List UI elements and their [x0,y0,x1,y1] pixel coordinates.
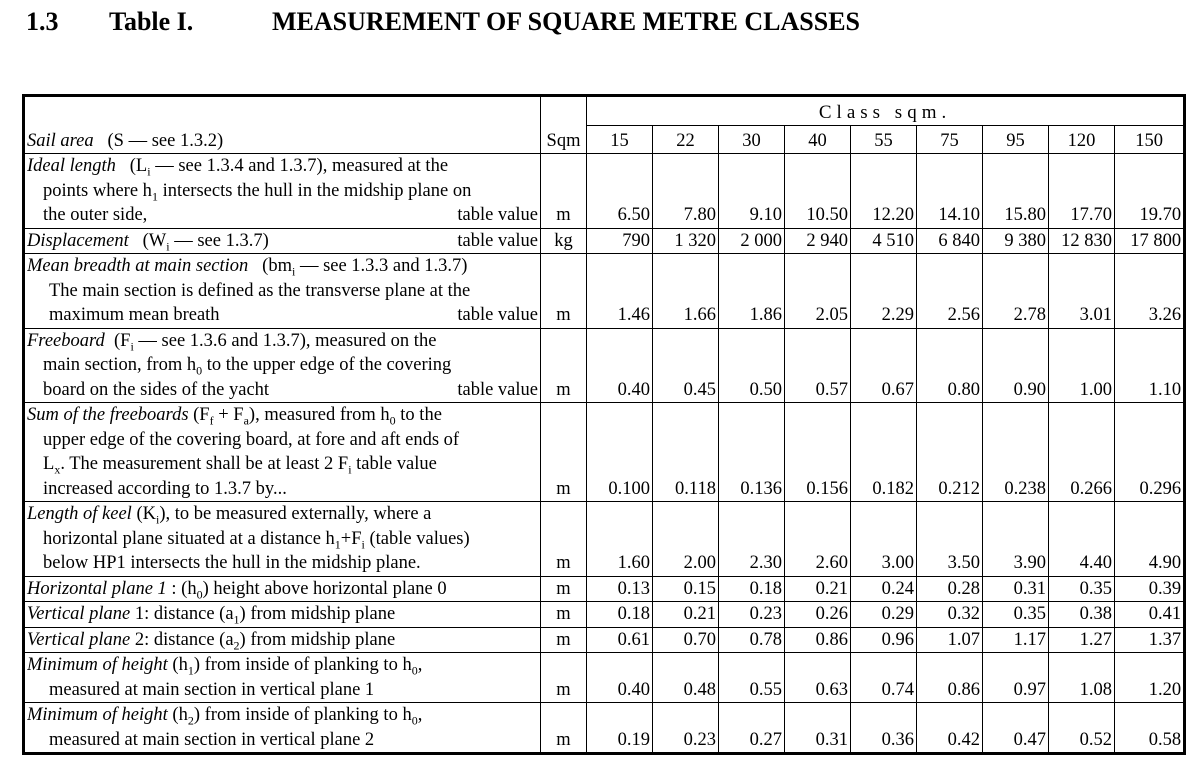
value-cell: 6 840 [917,228,983,254]
desc-sum-of-freeboards: Sum of the freeboards $(F_f + F_a)$, measured from $h_0$ to the upper edge of the covering board, at fore and aft ends of $L_x$. The measurement shall be at least 2 $F_i$ table value increased according to 1.3.7 by... [24,403,541,502]
row-mean-breadth [24,254,1185,329]
value-cell: 2.60 [785,502,851,577]
value-cell: 3.90 [983,502,1049,577]
value-cell: 2 940 [785,228,851,254]
value-cell: 0.86 [785,627,851,653]
value-cell: 0.296 [1115,403,1185,502]
value-cell: 0.19 [587,703,653,754]
class-15: 15 [587,126,653,154]
value-cell: 0.45 [653,328,719,403]
class-120: 120 [1049,126,1115,154]
desc-length-of-keel: Length of keel $(K_i)$, to be measured externally, where a horizontal plane situated at a distance $h_1+F_i$ (table values) below HP1 intersects the hull in the midship plane. [24,502,541,577]
value-cell: 14.10 [917,154,983,229]
value-cell: 0.35 [1049,576,1115,602]
value-cell: 15.80 [983,154,1049,229]
value-cell: 0.47 [983,703,1049,754]
desc-mean-breadth: Mean breadth at main section ($bm_i$ — see 1.3.3 and 1.3.7) The main section is defined as the transverse plane at the maximum mean breath table value [24,254,541,329]
value-cell: 19.70 [1115,154,1185,229]
desc-vertical-plane-1: Vertical plane 1: distance $(a_1)$ from midship plane [24,602,541,628]
unit-cell: m [541,653,587,703]
value-cell: 1.46 [587,254,653,329]
value-cell: 12 830 [1049,228,1115,254]
class-55: 55 [851,126,917,154]
value-cell: 4 510 [851,228,917,254]
value-cell: 0.15 [653,576,719,602]
value-cell: 9 380 [983,228,1049,254]
value-cell: 0.27 [719,703,785,754]
class-75: 75 [917,126,983,154]
value-cell: 1.00 [1049,328,1115,403]
value-cell: 0.48 [653,653,719,703]
value-cell: 0.212 [917,403,983,502]
value-cell: 0.40 [587,328,653,403]
unit-cell: m [541,403,587,502]
table-label: Table I. [109,7,194,36]
row-minimum-height-h1 [24,653,1185,703]
value-cell: 0.24 [851,576,917,602]
value-cell: 6.50 [587,154,653,229]
value-cell: 2.05 [785,254,851,329]
value-cell: 1.37 [1115,627,1185,653]
value-cell: 0.63 [785,653,851,703]
unit-cell: m [541,627,587,653]
measurement-table [22,94,1186,755]
value-cell: 0.61 [587,627,653,653]
value-cell: 0.90 [983,328,1049,403]
value-cell: 0.118 [653,403,719,502]
value-cell: 12.20 [851,154,917,229]
value-cell: 0.55 [719,653,785,703]
section-number: 1.3 [26,7,59,36]
class-22: 22 [653,126,719,154]
row-sum-of-freeboards [24,403,1185,502]
page-heading [0,6,1187,38]
value-cell: 7.80 [653,154,719,229]
value-cell: 790 [587,228,653,254]
value-cell: 0.39 [1115,576,1185,602]
unit-cell: kg [541,228,587,254]
desc-minimum-height-h1: Minimum of height $(h_1)$ from inside of planking to $h_0$, measured at main section in vertical plane 1 [24,653,541,703]
value-cell: 0.35 [983,602,1049,628]
value-cell: 1.27 [1049,627,1115,653]
unit-cell: m [541,154,587,229]
desc-vertical-plane-2: Vertical plane 2: distance $(a_2)$ from midship plane [24,627,541,653]
class-header-row [24,96,1185,126]
value-cell: 0.18 [587,602,653,628]
value-cell: 1.07 [917,627,983,653]
value-cell: 1.08 [1049,653,1115,703]
value-cell: 0.41 [1115,602,1185,628]
desc-freeboard: Freeboard ($F_i$ — see 1.3.6 and 1.3.7), measured on the main section, from $h_0$ to the upper edge of the covering board on the sides of the yacht table value [24,328,541,403]
class-header: Class sqm. [587,96,1185,126]
row-vertical-plane-1 [24,602,1185,628]
value-cell: 2.56 [917,254,983,329]
class-95: 95 [983,126,1049,154]
value-cell: 0.136 [719,403,785,502]
unit-cell: m [541,328,587,403]
value-cell: 0.97 [983,653,1049,703]
value-cell: 0.36 [851,703,917,754]
value-cell: 4.40 [1049,502,1115,577]
value-cell: 0.266 [1049,403,1115,502]
value-cell: 0.52 [1049,703,1115,754]
value-cell: 1.60 [587,502,653,577]
value-cell: 17 800 [1115,228,1185,254]
value-cell: 0.26 [785,602,851,628]
value-cell: 0.28 [917,576,983,602]
value-cell: 17.70 [1049,154,1115,229]
value-cell: 2.00 [653,502,719,577]
value-cell: 0.70 [653,627,719,653]
value-cell: 3.00 [851,502,917,577]
value-cell: 0.29 [851,602,917,628]
value-cell: 2.29 [851,254,917,329]
value-cell: 10.50 [785,154,851,229]
value-cell: 0.96 [851,627,917,653]
desc-displacement: Displacement ($W_i$ — see 1.3.7) table value [24,228,541,254]
value-cell: 1.66 [653,254,719,329]
value-cell: 2 000 [719,228,785,254]
desc-ideal-length: Ideal length ($L_i$ — see 1.3.4 and 1.3.7), measured at the points where $h_1$ intersects the hull in the midship plane on the outer side, table value [24,154,541,229]
value-cell: 0.31 [983,576,1049,602]
value-cell: 1 320 [653,228,719,254]
value-cell: 3.26 [1115,254,1185,329]
unit-cell: m [541,576,587,602]
class-30: 30 [719,126,785,154]
class-150: 150 [1115,126,1185,154]
value-cell: 0.74 [851,653,917,703]
value-cell: 0.23 [653,703,719,754]
unit-cell: m [541,703,587,754]
value-cell: 0.38 [1049,602,1115,628]
value-cell: 0.18 [719,576,785,602]
value-cell: 0.80 [917,328,983,403]
unit-cell: m [541,254,587,329]
desc-horizontal-plane-1: Horizontal plane 1 : $(h_0)$ height above horizontal plane 0 [24,576,541,602]
value-cell: 0.86 [917,653,983,703]
value-cell: 4.90 [1115,502,1185,577]
table-title: MEASUREMENT OF SQUARE METRE CLASSES [272,7,860,36]
unit-cell: m [541,502,587,577]
value-cell: 0.50 [719,328,785,403]
value-cell: 0.238 [983,403,1049,502]
value-cell: 0.31 [785,703,851,754]
unit-sqm: Sqm [541,96,587,154]
row-length-of-keel [24,502,1185,577]
row-minimum-height-h2 [24,703,1185,754]
value-cell: 0.100 [587,403,653,502]
value-cell: 2.78 [983,254,1049,329]
row-sail-area: Sail area (S — see 1.3.2) [24,96,541,154]
value-cell: 0.32 [917,602,983,628]
row-vertical-plane-2 [24,627,1185,653]
desc-minimum-height-h2: Minimum of height $(h_2)$ from inside of planking to $h_0$, measured at main section in vertical plane 2 [24,703,541,754]
value-cell: 3.50 [917,502,983,577]
value-cell: 0.58 [1115,703,1185,754]
value-cell: 0.57 [785,328,851,403]
unit-cell: m [541,602,587,628]
row-horizontal-plane-1 [24,576,1185,602]
row-ideal-length [24,154,1185,229]
value-cell: 9.10 [719,154,785,229]
value-cell: 0.182 [851,403,917,502]
value-cell: 0.23 [719,602,785,628]
value-cell: 1.86 [719,254,785,329]
value-cell: 0.78 [719,627,785,653]
value-cell: 0.13 [587,576,653,602]
value-cell: 0.21 [653,602,719,628]
class-40: 40 [785,126,851,154]
value-cell: 1.17 [983,627,1049,653]
row-displacement [24,228,1185,254]
value-cell: 0.40 [587,653,653,703]
value-cell: 0.67 [851,328,917,403]
value-cell: 1.20 [1115,653,1185,703]
value-cell: 3.01 [1049,254,1115,329]
value-cell: 1.10 [1115,328,1185,403]
value-cell: 0.42 [917,703,983,754]
value-cell: 0.156 [785,403,851,502]
value-cell: 2.30 [719,502,785,577]
value-cell: 0.21 [785,576,851,602]
row-freeboard [24,328,1185,403]
